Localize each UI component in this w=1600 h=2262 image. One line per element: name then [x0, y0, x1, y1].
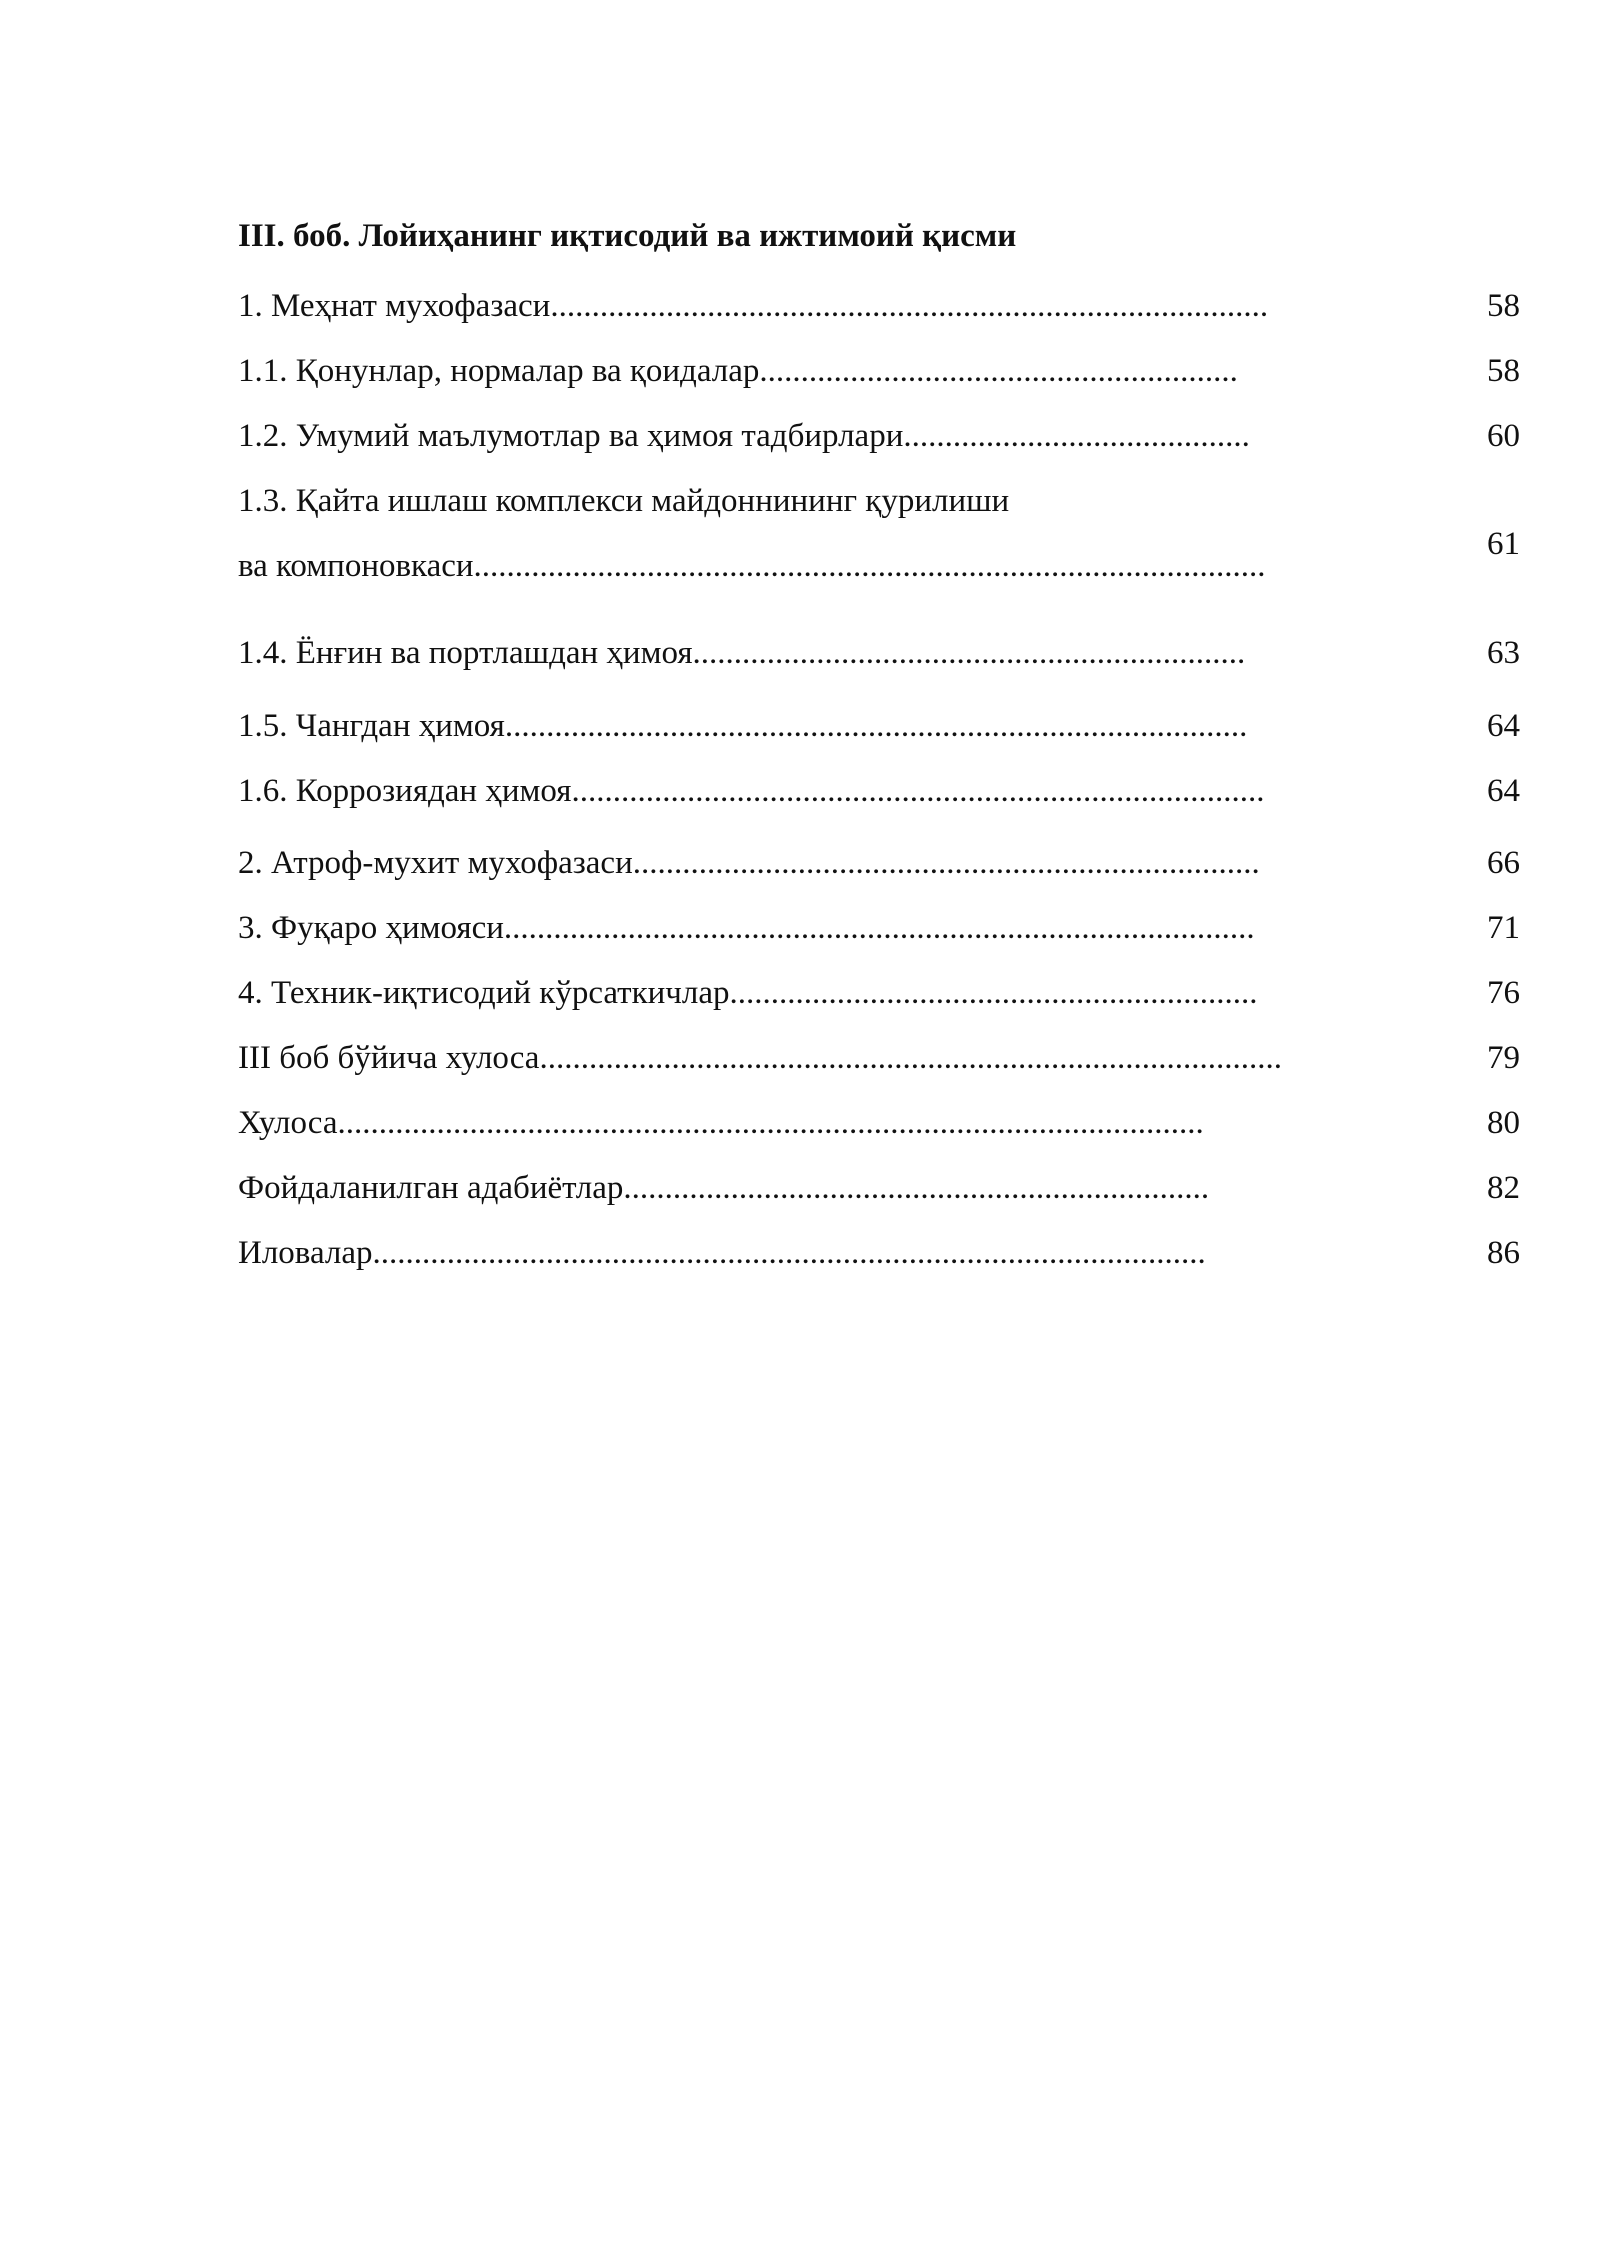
toc-page-number: 63 — [1487, 635, 1520, 671]
toc-entry-1-4 — [238, 633, 1245, 673]
toc-entry-1-1 — [238, 351, 1238, 391]
chapter-heading: III. боб. Лойиҳанинг иқтисодий ва ижтимоий қисми — [238, 218, 1017, 254]
toc-entry-references — [238, 1168, 1209, 1208]
toc-page-number: 66 — [1487, 845, 1520, 881]
toc-page-number: 71 — [1487, 910, 1520, 946]
toc-entry-title: 1.4. Ёнғин ва портлашдан ҳимоя — [238, 635, 693, 671]
toc-entry-title: Хулоса — [238, 1105, 338, 1141]
toc-entry-title: Иловалар — [238, 1235, 373, 1271]
toc-leader-dots: .......................................................... — [759, 353, 1238, 389]
toc-entry-appendices — [238, 1233, 1206, 1273]
toc-leader-dots: ................................................................................................ — [473, 548, 1266, 584]
toc-page-number: 58 — [1487, 288, 1520, 324]
toc-leader-dots: .......................................................................................... — [539, 1040, 1282, 1076]
toc-entry-2 — [238, 843, 1260, 883]
toc-entry-1-3-line2 — [238, 546, 1266, 586]
toc-leader-dots: ................................................................ — [729, 975, 1258, 1011]
toc-entry-title: 3. Фуқаро ҳимояси — [238, 910, 504, 946]
toc-entry-3 — [238, 908, 1255, 948]
toc-page-number: 76 — [1487, 975, 1520, 1011]
toc-entry-1 — [238, 286, 1268, 326]
toc-entry-1-2 — [238, 416, 1250, 456]
toc-leader-dots: ..................................................................................................... — [372, 1235, 1206, 1271]
toc-leader-dots: .......................................... — [903, 418, 1250, 454]
toc-entry-title-continued: ва компоновкаси — [238, 548, 474, 584]
toc-entry-title: 2. Атроф-мухит мухофазаси — [238, 845, 633, 881]
toc-leader-dots: ....................................................................................... — [550, 288, 1269, 324]
toc-leader-dots: ................................................................... — [692, 635, 1246, 671]
toc-leader-dots: .......................................................................................... — [504, 708, 1248, 744]
toc-entry-title: 4. Техник-иқтисодий кўрсаткичлар — [238, 975, 730, 1011]
toc-page-number: 64 — [1487, 773, 1520, 809]
toc-page-number: 60 — [1487, 418, 1520, 454]
toc-entry-title: III боб бўйича хулоса — [238, 1040, 540, 1076]
toc-page-number: 61 — [1487, 526, 1520, 562]
toc-entry-4 — [238, 973, 1258, 1013]
toc-entry-title: 1.1. Қонунлар, нормалар ва қоидалар — [238, 353, 760, 389]
toc-entry-chapter-summary — [238, 1038, 1282, 1078]
toc-entry-1-3-line1 — [238, 481, 1009, 521]
toc-page-number: 79 — [1487, 1040, 1520, 1076]
toc-entry-title: 1.5. Чангдан ҳимоя — [238, 708, 505, 744]
toc-leader-dots: ....................................................................... — [623, 1170, 1210, 1206]
toc-page-number: 82 — [1487, 1170, 1520, 1206]
toc-page-number: 86 — [1487, 1235, 1520, 1271]
toc-entry-title: Фойдаланилган адабиётлар — [238, 1170, 624, 1206]
toc-page-number: 80 — [1487, 1105, 1520, 1141]
toc-leader-dots: ............................................................................ — [632, 845, 1260, 881]
toc-page-number: 58 — [1487, 353, 1520, 389]
toc-page-number: 64 — [1487, 708, 1520, 744]
toc-entry-1-5 — [238, 706, 1247, 746]
toc-entry-title: 1.6. Коррозиядан ҳимоя — [238, 773, 572, 809]
toc-entry-title: 1.2. Умумий маълумотлар ва ҳимоя тадбирлари — [238, 418, 904, 454]
toc-leader-dots: ......................................................................................................... — [337, 1105, 1204, 1141]
toc-leader-dots: .................................................................................... — [571, 773, 1265, 809]
toc-entry-title: 1. Меҳнат мухофазаси — [238, 288, 551, 324]
toc-entry-conclusion — [238, 1103, 1204, 1143]
toc-entry-title: 1.3. Қайта ишлаш комплекси майдоннининг қурилиши — [238, 483, 1010, 519]
toc-leader-dots: ........................................................................................... — [503, 910, 1255, 946]
toc-entry-1-6 — [238, 771, 1264, 811]
